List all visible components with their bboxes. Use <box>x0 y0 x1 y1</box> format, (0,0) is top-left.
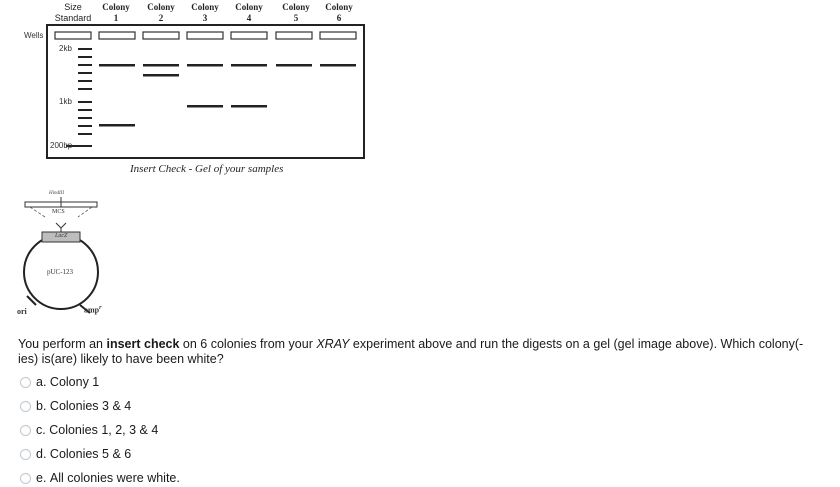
band-colony-4 <box>231 105 267 108</box>
lane-header-2: Colony 2 <box>147 2 175 23</box>
option-c-text: Colonies 1, 2, 3 & 4 <box>49 423 159 437</box>
gel-caption: Insert Check - Gel of your samples <box>130 163 284 175</box>
lane-header-5: Colony 5 <box>282 2 310 23</box>
band-colony-3-top <box>187 64 223 67</box>
band-colony-5 <box>276 64 312 67</box>
band-colony-2-b <box>143 74 179 77</box>
radio-button-d[interactable] <box>20 449 31 460</box>
well-1 <box>99 32 135 39</box>
ladder-label-2kb: 2kb <box>59 44 72 53</box>
band-colony-3 <box>187 105 223 108</box>
option-c-letter: c. <box>36 423 46 437</box>
radio-button-a[interactable] <box>20 377 31 388</box>
ladder-label-1kb: 1kb <box>59 97 72 106</box>
well-ladder <box>55 32 91 39</box>
option-e-letter: e. <box>36 471 47 485</box>
option-d-text: Colonies 5 & 6 <box>49 447 132 461</box>
radio-button-c[interactable] <box>20 425 31 436</box>
option-b-letter: b. <box>36 399 47 413</box>
amp-label: amp$^r$ <box>84 305 102 315</box>
hindiii-label: HindIII <box>49 191 64 196</box>
well-2 <box>143 32 179 39</box>
option-c[interactable] <box>20 421 158 439</box>
option-d-letter: d. <box>36 447 47 461</box>
gel-frame <box>47 25 364 158</box>
ori-label: ori <box>17 307 27 316</box>
standard-label: Standard <box>54 13 92 23</box>
band-colony-6 <box>320 64 356 67</box>
option-a[interactable] <box>20 373 99 391</box>
plasmid-diagram <box>0 185 130 320</box>
option-b[interactable] <box>20 397 131 415</box>
band-colony-4-top <box>231 64 267 67</box>
ladder-label-200bp: 200bp <box>50 141 73 150</box>
lane-header-4: Colony 4 <box>235 2 263 23</box>
band-colony-1 <box>99 124 135 127</box>
option-a-text: Colony 1 <box>49 375 100 389</box>
lane-header-6: Colony 6 <box>325 2 353 23</box>
option-a-letter: a. <box>36 375 47 389</box>
option-b-text: Colonies 3 & 4 <box>49 399 132 413</box>
lane-header-3: Colony 3 <box>191 2 219 23</box>
well-6 <box>320 32 356 39</box>
size-label: Size <box>64 2 82 12</box>
lane-header-1: Colony 1 <box>102 2 130 23</box>
band-colony-2-a <box>143 64 179 67</box>
radio-button-e[interactable] <box>20 473 31 484</box>
question-text: You perform an insert check on 6 colonies from your XRAY experiment above and run the digests on a gel (gel image above). Which colony(-ies) is(are) likely to have been white? <box>18 337 804 366</box>
mcs-label: MCS <box>52 209 65 215</box>
band-colony-2-top <box>99 64 135 67</box>
lacz-label: LacZ <box>55 233 68 239</box>
plasmid-name: pUC-123 <box>47 268 74 276</box>
option-d[interactable] <box>20 445 131 463</box>
well-4 <box>231 32 267 39</box>
well-5 <box>276 32 312 39</box>
gel-image <box>0 0 380 160</box>
wells-label: Wells <box>24 31 44 40</box>
radio-button-b[interactable] <box>20 401 31 412</box>
option-e[interactable] <box>20 469 180 487</box>
well-3 <box>187 32 223 39</box>
option-e-text: All colonies were white. <box>49 471 180 485</box>
